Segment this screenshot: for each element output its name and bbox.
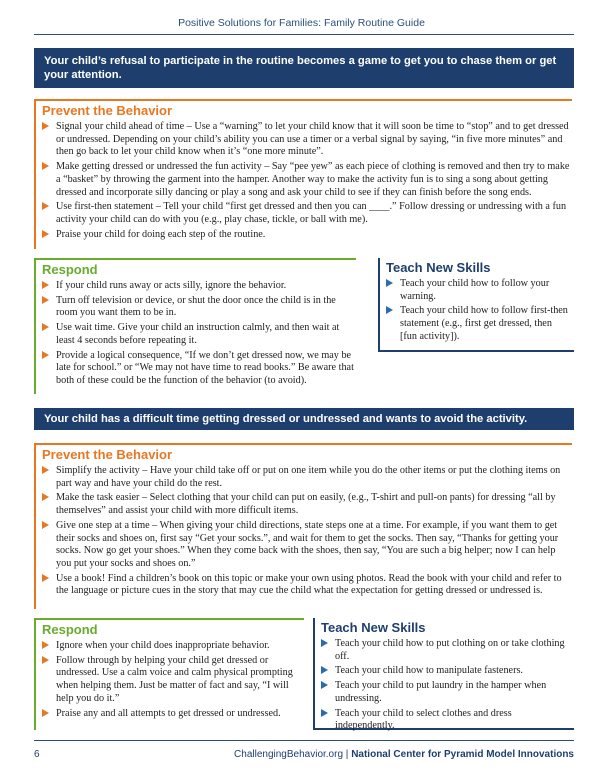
list-item: Praise any and all attempts to get dressed or undressed. (42, 708, 304, 721)
triangle-bullet-icon (42, 521, 49, 529)
list-item: Teach your child to select clothes and dress independently. (321, 708, 570, 733)
triangle-bullet-icon (42, 493, 49, 501)
list-item: Make getting dressed or undressed the fun activity – Say “pee yew” as each piece of clothing is removed and then try to make a “basket” by throwing the garment into the hamper. Another way to make the activity fun is to sing a song about getting dressed and incorporate silly dancing or play a song and ask your child to see if they can finish before the song ends. (42, 161, 572, 199)
footer-org: National Center for Pyramid Model Innovations (351, 749, 574, 760)
list-item: Turn off television or device, or shut the door once the child is in the room you want them to be in. (42, 295, 356, 320)
footer-credit (234, 749, 574, 760)
triangle-bullet-icon (42, 656, 49, 664)
section2-respond-box (34, 618, 304, 730)
footer-divider (34, 740, 574, 741)
list-item: Teach your child how to put clothing on or take clothing off. (321, 638, 570, 663)
list-item: Use wait time. Give your child an instruction calmly, and then wait at least 4 seconds before repeating it. (42, 322, 356, 347)
header-divider (34, 34, 574, 35)
footer-site-link[interactable]: ChallengingBehavior.org (234, 749, 344, 760)
list-item: Simplify the activity – Have your child take off or put on one item while you do the other items or put the clothing items on part way and have your child do the rest. (42, 465, 572, 490)
list-item: Give one step at a time – When giving your child directions, state steps one at a time. For example, if you want them to get their socks and shoes on, first say “Get your socks.”, and wait for them to get the socks. Then say, “Thanks for getting your socks. Now go get your shoes.” When they come back with the shoes, then say, “You are such a big helper; now I can help you put your socks and shoes on.” (42, 520, 572, 571)
triangle-bullet-icon (42, 323, 49, 331)
triangle-bullet-icon (321, 709, 328, 717)
section1-prevent-title: Prevent the Behavior (42, 103, 173, 118)
section2-prevent-box (34, 443, 572, 609)
list-item: Use a book! Find a children’s book on this topic or make your own using photos. Read the book with your child and refer to the language or picture cues in the story that may cue the child what the expectation for getting dressed or undressed is. (42, 573, 572, 598)
list-item: If your child runs away or acts silly, ignore the behavior. (42, 280, 356, 293)
list-item: Use first-then statement – Tell your child “first get dressed and then you can ____.” Follow dressing or undressing with a fun activity your child can do with you (e.g., play chase, tickle, or ball with me). (42, 201, 572, 226)
list-item: Teach your child how to follow first-then statement (e.g., first get dressed, then [fun activity]). (386, 305, 570, 343)
triangle-bullet-icon (42, 230, 49, 238)
triangle-bullet-icon (321, 666, 328, 674)
triangle-bullet-icon (42, 281, 49, 289)
list-item: Teach your child to put laundry in the hamper when undressing. (321, 680, 570, 705)
section1-prevent-list (42, 121, 572, 241)
section2-prevent-list (42, 465, 572, 598)
list-item: Teach your child how to follow your warning. (386, 278, 570, 303)
list-item: Follow through by helping your child get dressed or undressed. Use a calm voice and calm physical prompting when helping them. Just be matter of fact and say, “I will help you do it.” (42, 655, 304, 706)
list-item: Signal your child ahead of time – Use a “warning” to let your child know that it will soon be time to “stop” and to get dressed or undressed. Depending on your child’s ability you can use a timer or a verbal signal by saying, “in five more minutes” and then go back to let your child know when it’s “one more minute”. (42, 121, 572, 159)
list-item: Teach your child how to manipulate fasteners. (321, 665, 570, 678)
triangle-bullet-icon (386, 306, 393, 314)
section2-teach-box (313, 618, 574, 730)
section2-banner: Your child has a difficult time getting dressed or undressed and wants to avoid the activity. (34, 408, 574, 430)
section1-respond-list (42, 280, 356, 388)
triangle-bullet-icon (42, 641, 49, 649)
section1-banner: Your child’s refusal to participate in the routine becomes a game to get you to chase them or get your attention. (34, 48, 574, 88)
triangle-bullet-icon (42, 122, 49, 130)
triangle-bullet-icon (321, 639, 328, 647)
section1-teach-title: Teach New Skills (386, 260, 491, 275)
triangle-bullet-icon (42, 574, 49, 582)
section1-teach-box (378, 258, 574, 352)
triangle-bullet-icon (42, 466, 49, 474)
page-number: 6 (34, 749, 40, 760)
section2-prevent-title: Prevent the Behavior (42, 447, 173, 462)
triangle-bullet-icon (42, 709, 49, 717)
running-header: Positive Solutions for Families: Family Routine Guide (178, 17, 425, 29)
section1-respond-title: Respond (42, 262, 98, 277)
triangle-bullet-icon (42, 202, 49, 210)
triangle-bullet-icon (42, 296, 49, 304)
list-item: Make the task easier – Select clothing that your child can put on easily, (e.g., T-shirt and pull-on pants) for dressing “all by themselves” and assist your child with more difficult items. (42, 492, 572, 517)
section2-teach-title: Teach New Skills (321, 620, 426, 635)
triangle-bullet-icon (321, 681, 328, 689)
list-item: Ignore when your child does inappropriate behavior. (42, 640, 304, 653)
section1-teach-list (386, 278, 570, 344)
list-item: Provide a logical consequence, “If we don’t get dressed now, we may be late for school.” or “We may not have time to read books.” Be aware that both of these could be the function of the behavior (to avoid). (42, 350, 356, 388)
triangle-bullet-icon (386, 279, 393, 287)
section2-teach-list (321, 638, 570, 733)
triangle-bullet-icon (42, 162, 49, 170)
footer-separator: | (345, 749, 349, 760)
triangle-bullet-icon (42, 351, 49, 359)
section2-respond-title: Respond (42, 622, 98, 637)
section1-respond-box (34, 258, 356, 394)
section2-respond-list (42, 640, 304, 720)
list-item: Praise your child for doing each step of the routine. (42, 229, 572, 242)
section1-prevent-box (34, 99, 572, 249)
